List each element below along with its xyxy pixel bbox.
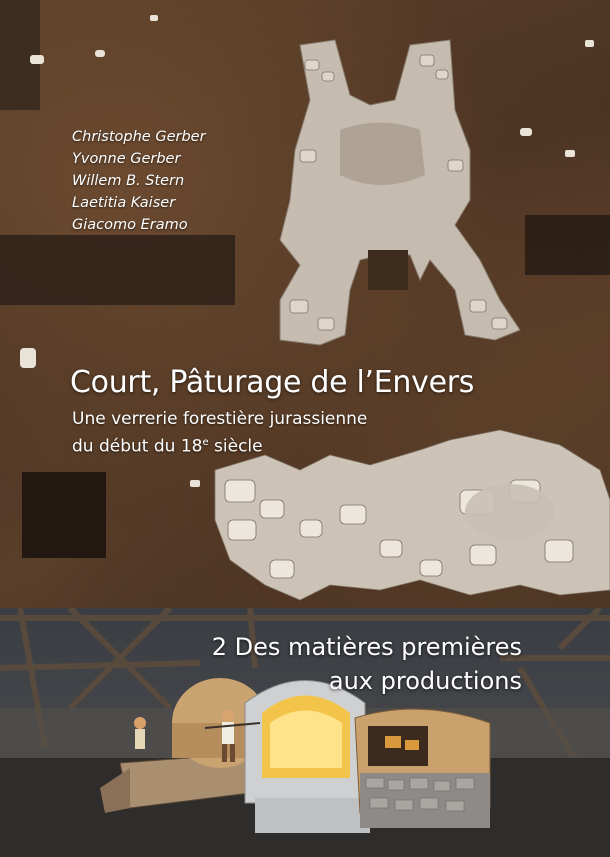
book-subtitle [72,408,367,459]
author-name: Yvonne Gerber [72,151,181,167]
author-name: Christophe Gerber [72,129,206,145]
volume-title [212,630,522,698]
author-list [72,126,206,236]
volume-line-2: aux productions [328,667,522,695]
subtitle-line-1: Une verrerie forestière jurassienne [72,409,368,429]
author-name: Laetitia Kaiser [72,195,176,211]
subtitle-line-2-suffix: siècle [208,436,263,457]
subtitle-line-2-prefix: du début du 18 [72,436,203,457]
author-name: Giacomo Eramo [72,217,188,233]
author-name: Willem B. Stern [72,173,185,189]
subtitle-superscript: e [202,437,209,448]
book-title: Court, Pâturage de l’Envers [70,365,475,400]
subtitle-line-2 [72,431,367,459]
volume-line-1: 2 Des matières premières [211,633,522,661]
